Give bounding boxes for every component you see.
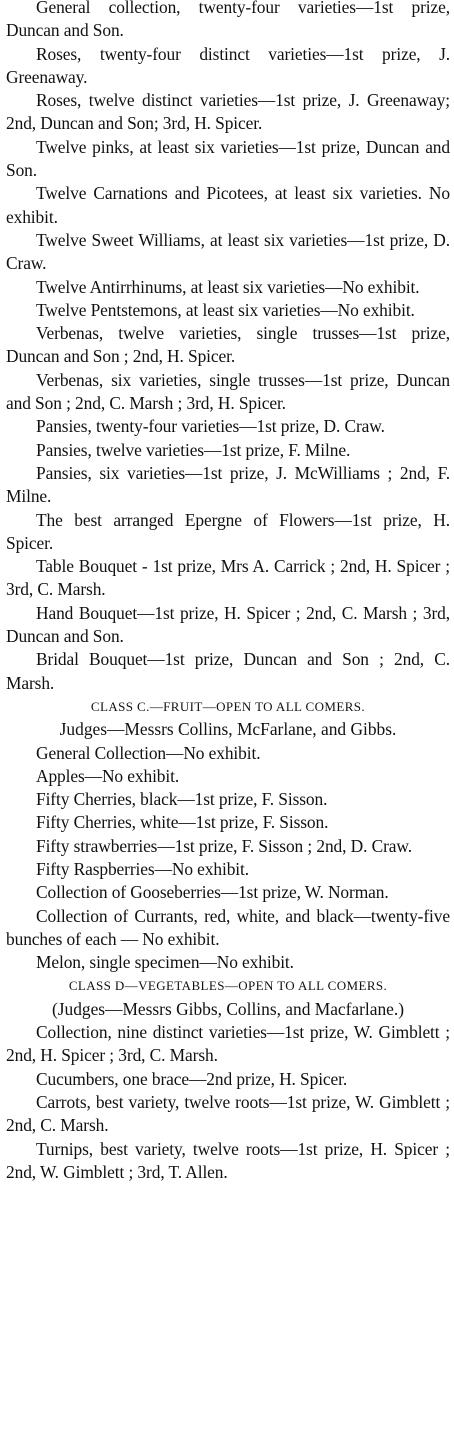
prize-entry: Collection of Currants, red, white, and black—twenty-five bunches of each — No exhibit. [6,905,450,949]
prize-entry: Fifty Cherries, white—1st prize, F. Sisson. [36,812,329,833]
prize-entry: Bridal Bouquet—1st prize, Duncan and Son ; 2nd, C. Marsh. [6,649,450,693]
prize-entry: Table Bouquet - 1st prize, Mrs A. Carrick ; 2nd, H. Spicer ; 3rd, C. Marsh. [6,556,450,600]
prize-entry: Pansies, twenty-four varieties—1st prize, D. Craw. [36,416,385,437]
prize-entry: Turnips, best variety, twelve roots—1st prize, H. Spicer ; 2nd, W. Gimblett ; 3rd, T. Allen. [6,1138,450,1182]
prize-entry: Pansies, twelve varieties—1st prize, F. Milne. [36,439,351,460]
class-c-judges: Judges—Messrs Collins, McFarlane, and Gibbs. [59,719,397,740]
prize-entry: General collection, twenty-four varieties—1st prize, Duncan and Son. [6,0,450,41]
prize-entry: Twelve pinks, at least six varieties—1st prize, Duncan and Son. [6,136,450,181]
prize-entry: Verbenas, twelve varieties, single trusses—1st prize, Duncan and Son ; 2nd, H. Spicer. [6,323,450,367]
prize-entry: Carrots, best variety, twelve roots—1st prize, W. Gimblett ; 2nd, C. Marsh. [6,1091,450,1136]
prize-entry: Twelve Sweet Williams, at least six varieties—1st prize, D. Craw. [6,229,450,274]
prize-entry: Roses, twelve distinct varieties—1st prize, J. Greenaway; 2nd, Duncan and Son; 3rd, H. Spicer. [6,90,450,134]
prize-entry: Cucumbers, one brace—2nd prize, H. Spicer. [36,1068,348,1089]
prize-entry: Collection of Gooseberries—1st prize, W. Norman. [36,882,389,903]
prize-entry: Verbenas, six varieties, single trusses—1st prize, Duncan and Son ; 2nd, C. Marsh ; 3rd, H. Spicer. [6,369,450,414]
class-d-heading: CLASS D—VEGETABLES—OPEN TO ALL COMERS. [68,978,388,994]
prize-entry: Roses, twenty-four distinct varieties—1st prize, J. Greenaway. [6,43,450,87]
prize-entry: General Collection—No exhibit. [36,742,261,763]
class-b-entries [6,0,450,695]
prize-entry: Fifty strawberries—1st prize, F. Sisson ; 2nd, D. Craw. [36,835,412,856]
prize-entry: Apples—No exhibit. [36,765,180,786]
class-d-section [6,974,450,1184]
prize-entry: Collection, nine distinct varieties—1st prize, W. Gimblett ; 2nd, H. Spicer ; 3rd, C. Marsh. [6,1022,450,1066]
prize-entry: Fifty Raspberries—No exhibit. [36,858,250,879]
prize-entry: Twelve Carnations and Picotees, at least six varieties. No exhibit. [6,183,450,227]
prize-entry: Twelve Pentstemons, at least six varieties—No exhibit. [36,299,415,320]
prize-entry: Twelve Antirrhinums, at least six varieties—No exhibit. [36,276,420,297]
prize-entry: Pansies, six varieties—1st prize, J. McWilliams ; 2nd, F. Milne. [6,462,450,507]
class-d-judges: (Judges—Messrs Gibbs, Collins, and Macfarlane.) [51,998,405,1019]
class-c-heading: CLASS C.—FRUIT—OPEN TO ALL COMERS. [90,698,366,714]
prize-entry: Melon, single specimen—No exhibit. [36,952,294,973]
prize-entry: The best arranged Epergne of Flowers—1st prize, H. Spicer. [6,509,450,553]
class-c-section [6,695,450,975]
prize-entry: Fifty Cherries, black—1st prize, F. Sisson. [36,789,328,810]
prize-entry: Hand Bouquet—1st prize, H. Spicer ; 2nd, C. Marsh ; 3rd, Duncan and Son. [6,602,450,647]
